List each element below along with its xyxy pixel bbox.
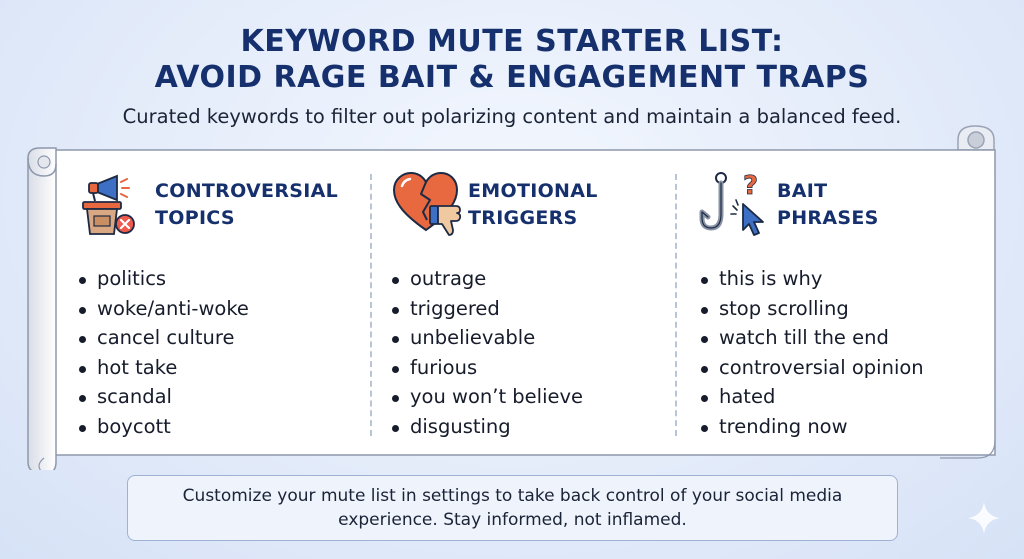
keyword-item: politics <box>77 264 368 294</box>
column-bait-phrases <box>681 160 994 450</box>
title-line-2: AVOID RAGE BAIT & ENGAGEMENT TRAPS <box>154 60 870 95</box>
title-line-1: KEYWORD MUTE STARTER LIST: <box>240 24 784 59</box>
keyword-item: scandal <box>77 382 368 412</box>
keyword-item: hot take <box>77 353 368 383</box>
keyword-item: boycott <box>77 412 368 442</box>
column-title-line-1: CONTROVERSIAL <box>155 180 339 202</box>
column-title <box>155 168 338 232</box>
column-title-line-1: EMOTIONAL <box>468 180 598 202</box>
keyword-item: watch till the end <box>699 323 994 353</box>
keyword-item: furious <box>390 353 681 383</box>
footer-note: Customize your mute list in settings to take back control of your social media experience. Stay informed, not inflamed. <box>127 475 898 541</box>
column-controversial-topics <box>55 160 368 450</box>
column-title-line-2: TRIGGERS <box>468 207 578 229</box>
keyword-list <box>77 264 368 441</box>
keyword-item: trending now <box>699 412 994 442</box>
keyword-item: controversial opinion <box>699 353 994 383</box>
column-emotional-triggers <box>368 160 681 450</box>
column-title <box>468 168 598 232</box>
podium-megaphone-icon <box>77 168 155 240</box>
page-subtitle: Curated keywords to filter out polarizing content and maintain a balanced feed. <box>122 105 902 128</box>
column-title-line-2: PHRASES <box>777 207 879 229</box>
fishhook-cursor-icon <box>699 168 777 240</box>
keyword-item: outrage <box>390 264 681 294</box>
column-title-line-1: BAIT <box>777 180 828 202</box>
keyword-item: hated <box>699 382 994 412</box>
keyword-item: this is why <box>699 264 994 294</box>
column-divider <box>675 174 677 436</box>
sparkle-icon <box>966 500 1002 536</box>
svg-text:?: ? <box>743 171 759 201</box>
keyword-item: cancel culture <box>77 323 368 353</box>
column-title <box>777 168 879 232</box>
keyword-item: triggered <box>390 294 681 324</box>
keyword-list <box>390 264 681 441</box>
keyword-item: woke/anti-woke <box>77 294 368 324</box>
keyword-item: disgusting <box>390 412 681 442</box>
keyword-item: unbelievable <box>390 323 681 353</box>
keyword-panel <box>55 160 995 450</box>
keyword-item: you won’t believe <box>390 382 681 412</box>
keyword-item: stop scrolling <box>699 294 994 324</box>
column-title-line-2: TOPICS <box>155 207 235 229</box>
keyword-list <box>699 264 994 441</box>
broken-heart-thumbs-down-icon <box>390 168 468 240</box>
